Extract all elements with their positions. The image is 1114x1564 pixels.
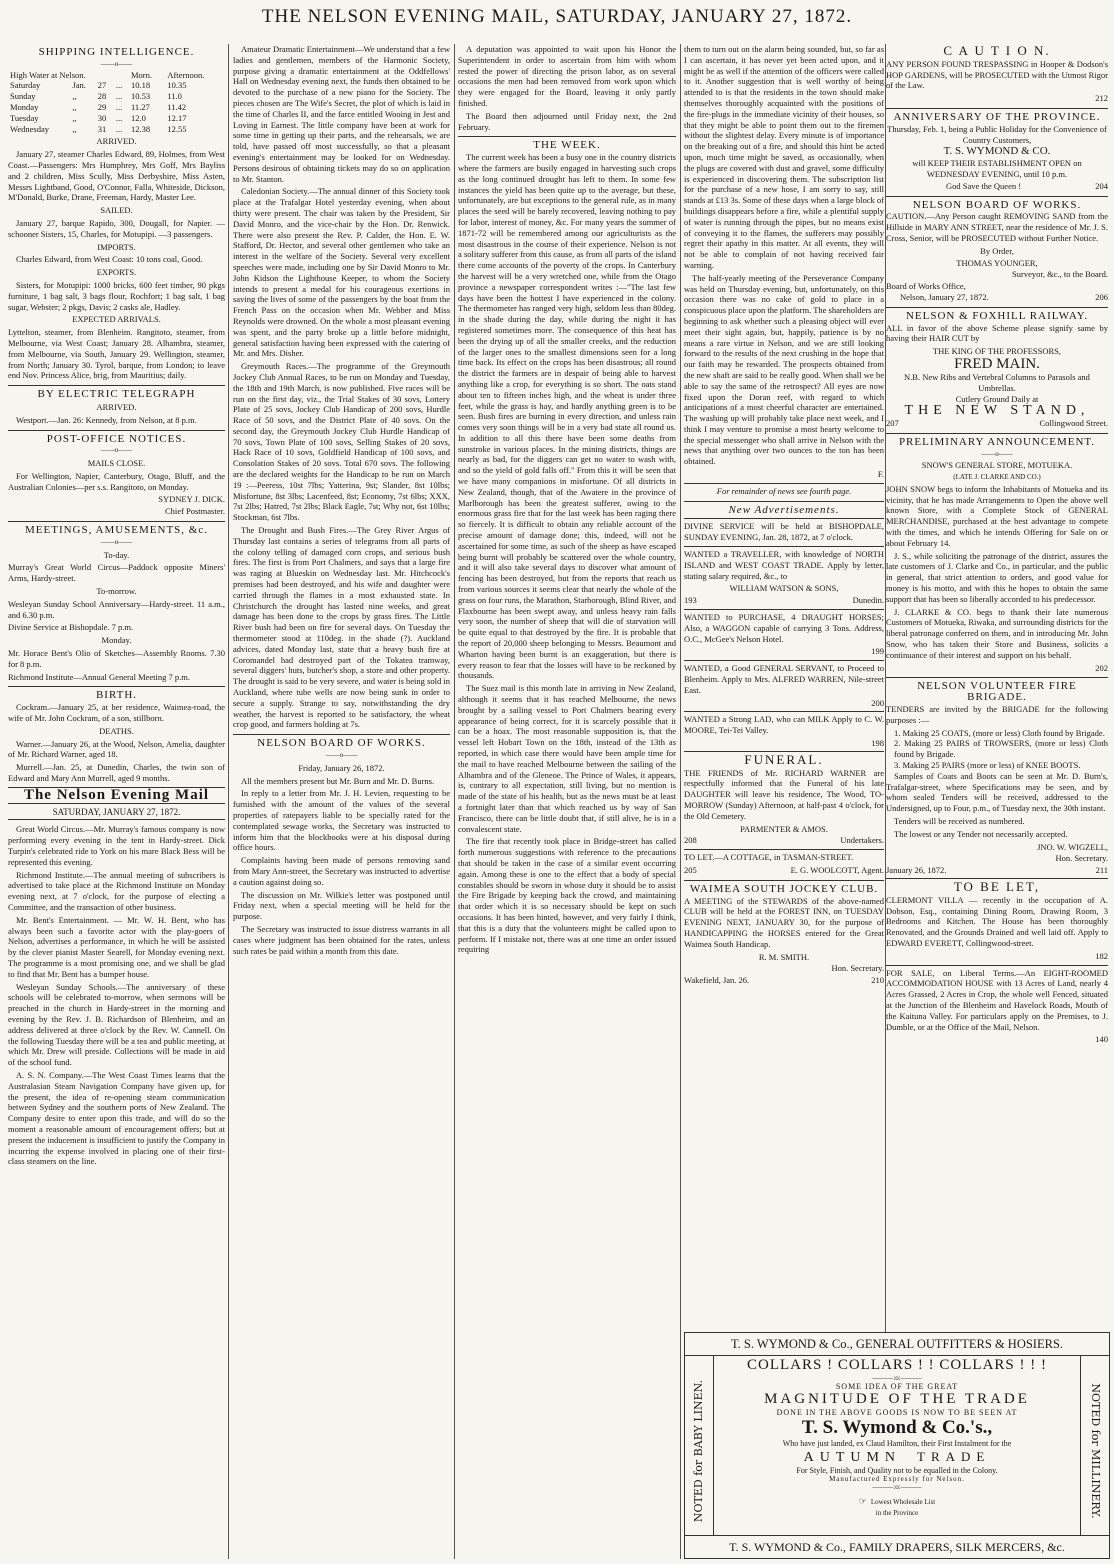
arrived-text: January 27, steamer Charles Edward, 89, Holmes, from West Coast.—Passengers: Mrs Humphrey, Mrs Goff, Mrs Bayliss and 2 children, Miss Scully, Miss Derbyshire, Miss Asten, Messrs Lightband, Good, O'Connor, Falla, Whiteside, Dickson, M'Donald, Burke, Drane, Freeman, Hardy, Master Lee. xyxy=(8,149,225,203)
arrived-heading: ARRIVED. xyxy=(96,136,137,147)
article-paragraph: Great World Circus.—Mr. Murray's famous company is now performing every evening in the tent in Hardy-street. Dick Turpin's celebrated ride to York on his mare Black Bess will be represented this evening. xyxy=(8,824,225,867)
masthead: THE NELSON EVENING MAIL, SATURDAY, JANUARY 27, 1872. xyxy=(261,6,853,27)
snow-subtitle: (LATE J. CLARKE AND CO.) xyxy=(953,473,1041,482)
railway-name: FRED MAIN. xyxy=(954,355,1040,372)
telegraph-text: Westport.—Jan. 26: Kennedy, from Nelson, at 8 p.m. xyxy=(16,414,197,425)
birth-text: Cockram.—January 25, at her residence, Waimea-road, the wife of Mr. John Cockram, of a son, stillborn. xyxy=(8,702,225,724)
wymond-top-banner: T. S. WYMOND & Co., GENERAL OUTFITTERS & HOSIERS. xyxy=(685,1333,1109,1356)
tide-row: Saturday Jan. 27 ... 10.18 10.35 xyxy=(10,80,187,91)
wholesale-line: ☞ Lowest Wholesale List xyxy=(858,1496,936,1506)
ad-line: in the Province xyxy=(875,1509,919,1517)
ad-number: 199 xyxy=(871,646,884,657)
snow-text: JOHN SNOW begs to inform the Inhabitants of Motueka and its vicinity, that he has made Arrangements to Open the above well known Store, with a Complete Stock of GENERAL MERCHANDISE, purchased at the best advantage to compete with the times, and which he intends Offering for Sale on or about February 14. xyxy=(886,483,1108,548)
fire-text: Tenders will be received as numbered. xyxy=(894,816,1025,826)
funeral-text: THE FRIENDS of Mr. RICHARD WARNER are respectfully informed that the Funeral of his late DAUGHTER will leave his residence, The Wood, TO-MORROW (Sunday) Afternoon, at half-past 4 o'clock, for the Old Cemetery. xyxy=(684,767,884,821)
board-paragraph: All the members present but Mr. Burn and Mr. D. Burns. xyxy=(241,775,435,786)
board-paragraph: The Board then adjourned until Friday next, the 2nd February. xyxy=(458,110,676,132)
shipping-heading: SHIPPING INTELLIGENCE. xyxy=(38,46,195,58)
fire-heading: NELSON VOLUNTEER FIRE BRIGADE. xyxy=(886,677,1108,703)
article-paragraph: Richmond Institute.—The annual meeting of subscribers is advertised to take place at the Richmond Institute on Monday evening next, at 7 o'clock, for the purpose of electing a Committee, and the transaction of other business. xyxy=(8,869,225,912)
postmaster-name: SYDNEY J. DICK. xyxy=(158,494,225,505)
ad-footer: 205 E. G. WOOLCOTT, Agent. xyxy=(684,864,884,875)
ad-line: DONE IN THE ABOVE GOODS IS NOW TO BE SEEN AT xyxy=(776,1408,1018,1417)
snow-text: J. CLARKE & CO. begs to thank their late numerous Customers of Motueka, Riwaka, and surrounding districts for the liberal patronage conferred on them, and in introducing Mr. John Snow, who has taken their Store and Business, solicits a continuance of their interest and support on his behalf. xyxy=(886,606,1108,660)
ad-traveller: WANTED a TRAVELLER, with knowledge of NORTH ISLAND and WEST COAST TRADE. Apply by letter, stating salary required, &c., to xyxy=(684,546,884,581)
sailed-heading: SAILED. xyxy=(100,205,133,216)
week-paragraph: The fire that recently took place in Bridge-street has called forth numerous suggestions with reference to the precautions that should be taken in the case of a similar event occurring again. Among these is one to the effect that a body of special constables should be sworn in whose duty it should be to assist the Fire Brigade by keeping back the crowd, and maintaining that order which it is so necessary should be kept on such occasions. It has been hinted, however, and very fairly I think, that this is a duty that the volunteers might be called upon to perform. If I mistake not, there was at one time an order issued requiring xyxy=(458,836,676,955)
railway-heading: NELSON & FOXHILL RAILWAY. xyxy=(886,307,1108,322)
article-paragraph: Amateur Dramatic Entertainment—We understand that a few ladies and gentlemen, members of the Harmonic Society, purpose giving a dramatic entertainment at the Oddfellows' Hall on Wednesday evening next, the funds then obtained to be devoted to the purchase of a new piano for the Society. The pieces chosen are The Wife's Secret, the plot of which is laid in the time of Charles II, and the farce entitled Wooing in Jest and Loving in Earnest. The little company have been at work for some time in getting up their parts, and the rehearsals, we are told, have passed off most successfully, so that a pleasant evening's entertainment may be looked for on Wednesday. Persons desirous of obtaining tickets may do so on application to Mr. Stanton. xyxy=(233,44,450,184)
week-paragraph: The half-yearly meeting of the Perseverance Company was held on Thursday evening, but, unfortunately, on this occasion there was no cake of gold to place in a conspicuous place upon the platform. The shareholders are beginning to ask whether such a pleasing object will ever meet their sight again, but, happily, patience is by no means a rare virtue in Nelson, and we are still looking forward to the results of the next crushing in the hope that our faith may be rewarded. The prospects obtained from the new shaft are said to be really good. When shall we be able to say the same of the retrospect? All eyes are now fixed upon the Doran reef, with regard to which anticipations of a most cheerful character are entertained. The washing up will probably take place next week, and I think I may venture to promise a most hearty welcome to the special messenger who shall arrive in Nelson with the news that anything over two ounces to the ton has been obtained. xyxy=(684,272,884,467)
nbw-order: By Order, xyxy=(980,245,1014,256)
fire-text: The lowest or any Tender not necessarily accepted. xyxy=(894,828,1068,839)
pointing-hand-icon: ☞ xyxy=(858,1496,867,1506)
ornament: ——o—— xyxy=(100,59,133,68)
ornament: ———:o:——— xyxy=(872,1374,922,1382)
railway-text: THE KING OF THE PROFESSORS, xyxy=(932,346,1062,357)
caution-heading: C A U T I O N. xyxy=(943,44,1051,58)
tide-row: Monday ,, 29 ... 11.27 11.42 xyxy=(10,101,187,112)
post-heading: POST-OFFICE NOTICES. xyxy=(8,430,225,445)
column-rule xyxy=(680,44,681,1559)
ad-line: For Style, Finish, and Quality not to be equalled in the Colony. xyxy=(796,1466,998,1475)
ad-divine-service: DIVINE SERVICE will be held at BISHOPDALE, SUNDAY EVENING, Jan. 28, 1872, at 7 o'clock. xyxy=(684,518,884,543)
column-3 xyxy=(458,44,676,1559)
board-heading: NELSON BOARD OF WORKS. xyxy=(233,734,450,749)
ad-number: 202 xyxy=(1095,662,1108,673)
jockey-title: Hon. Secretary. xyxy=(831,963,884,974)
article-paragraph: The Drought and Bush Fires.—The Grey River Argus of Thursday last contains a series of telegrams from all parts of the colony telling of damaged corn crops, and serious bush fires. The first is from Port Chalmers, and says that a large fire was raging at Blueskin on Wednesday last. Mr. Hitchcock's premises had been destroyed, and his wife and daughter were carried through the flames in a most exhausted state. In Christchurch the drought has lasted nine weeks, and great damage has been done to the crops by grass fires. The Little River bush had been on fire for several days. On Tuesday the thermometer stood at 110deg. in the shade (?). Auckland advices, dated Monday last, state that a heavy bush fire at Coromandel had destroyed part of the Tokatea tramway, several diggers' huts, butcher's shop, a store and other property. The drought is said to be very severe, and water is being sold in Auckland, where tube wells are now being sunk in order to secure a supply. Strange to say, notwithstanding the dry weather, the harvest is reported to be satisfactory, the wheat crop good, and farmers holding at 7s. xyxy=(233,525,450,730)
ad-number: 198 xyxy=(871,738,884,749)
tide-row: Wednesday ,, 31 ... 12.38 12.55 xyxy=(10,123,187,134)
railway-text: Cutlery Ground Daily at xyxy=(955,394,1039,405)
article-paragraph: Greymouth Races.—The programme of the Greymouth Jockey Club Annual Races, to be run on Monday and Tuesday, the 18th and 19th March, is now published. Five races will be run on the first day, viz., the Trial Stakes of 30 sovs, Lottery Plate of 25 sovs, Jockey Club Handicap of 200 sovs, Hurdle Race of 50 sovs, and the District Plate of 40 sovs. On the second day, the Greymouth Jockey Club Hurdle Handicap of 70 sovs, Town Plate of 100 sovs, Selling Stakes of 20 sovs, Hack Race of 10 sovs, Goldfield Handicap of 100 sovs, and Consolation Stakes of 20 sovs. Total 670 sovs. The following are the declared weights for the Handicap to be run on March 19 :—Peeress, 10st 7lbs; Yatterina, 9st; Slander, 8st 10lbs; Misfortune, 8st 3lbs; Lacenfeed, 8st; Economy, 7st 6lbs; XXX, 7st 2lbs; Hatred, 7st 2lbs; Black Eagle, 7st; Why not, 6st 10lbs; Stockman, 6st 7lbs. xyxy=(233,361,450,523)
ad-number: 140 xyxy=(1095,1034,1108,1045)
exports-text: Sisters, for Motupipi: 1000 bricks, 600 feet timber, 90 pkgs furniture, 1 bag salt, 3 bags flour, Rochfort; 1 bag salt, 1 bag sugar, Webster; 2 pkgs, Davis; 2 casks ale, Hadley. xyxy=(8,279,225,312)
wymond-advertisement xyxy=(684,1332,1110,1559)
nbw-title: Surveyor, &c., to the Board. xyxy=(1012,269,1108,280)
nbw-heading: NELSON BOARD OF WORKS. xyxy=(886,196,1108,211)
ad-lad: WANTED a Strong LAD, who can MILK Apply to C. W. MOORE, Tei-Tei Valley. xyxy=(684,711,884,736)
board-paragraph: The Secretary was instructed to issue distress warrants in all cases where judgment has been obtained for the rates, unless such rates be paid within a month from this date. xyxy=(233,923,450,956)
to-be-let-heading: TO BE LET, xyxy=(886,878,1108,893)
board-paragraph: A deputation was appointed to wait upon his Honor the Superintendent in order to ascertain from him with whom rested the power of directing the prison labor, as on several occasions the men had been removed from work upon which they were engaged for the Board, leaving it only partly finished. xyxy=(458,44,676,108)
paper-title: The Nelson Evening Mail xyxy=(8,787,225,804)
sailed-text: January 27, barque Rapido, 300, Dougall, for Napier. — schooner Sisters, 15, Charles, for Motupipi. —3 passengers. xyxy=(8,217,225,239)
ad-footer: 208 Undertakers. xyxy=(684,835,884,846)
board-paragraph: Complaints having been made of persons removing sand from Mary Ann-street, the Secretary was instructed to advertise a caution against doing so. xyxy=(233,855,450,887)
magnitude-line: MAGNITUDE OF THE TRADE xyxy=(764,1391,1030,1407)
column-rule xyxy=(228,44,229,1559)
tide-header: Afternoon. xyxy=(167,69,205,80)
funeral-heading: FUNERAL. xyxy=(684,751,884,766)
ad-number: 212 xyxy=(1095,93,1108,104)
anniversary-firm: T. S. WYMOND & CO. xyxy=(943,145,1051,158)
birth-heading: BIRTH. xyxy=(8,686,225,701)
anniversary-heading: ANNIVERSARY OF THE PROVINCE. xyxy=(886,108,1108,123)
wymond-centre xyxy=(715,1357,1079,1533)
prelim-heading: PRELIMINARY ANNOUNCEMENT. xyxy=(886,433,1108,448)
meeting-item: Mr. Horace Bent's Olio of Sketches—Assembly Rooms. 7.30 for 8 p.m. xyxy=(8,648,225,669)
ornament: ——o—— xyxy=(981,449,1013,458)
fire-item: 2. Making 25 PAIRS of TROWSERS, (more or less) Cloth found by Brigade. xyxy=(894,738,1108,760)
column-1 xyxy=(8,44,225,1559)
tide-header: High Water at Nelson. xyxy=(10,69,86,80)
ad-footer: Wakefield, Jan. 26. 210 xyxy=(684,975,884,986)
ad-line: SOME IDEA OF THE GREAT xyxy=(835,1382,959,1391)
death-text: Murrell.—Jan. 25, at Dunedin, Charles, the twin son of Edward and Mary Ann Murrell, aged 9 months. xyxy=(8,762,225,784)
ad-number: 200 xyxy=(871,697,884,708)
ad-footer: January 26, 1872. 211 xyxy=(886,865,1108,876)
fire-text: TENDERS are invited by the BRIGADE for the following purposes :— xyxy=(886,704,1108,725)
caution-text: ANY PERSON FOUND TRESPASSING in Hooper & Dodson's HOP GARDENS, will be PROSECUTED with the Utmost Rigor of the Law. xyxy=(886,58,1108,91)
deaths-heading: DEATHS. xyxy=(99,725,134,736)
wymond-bottom-banner: T. S. WYMOND & Co., FAMILY DRAPERS, SILK MERCERS, &c. xyxy=(685,1535,1109,1558)
ad-footer: Nelson, January 27, 1872. 206 xyxy=(900,291,1108,302)
article-paragraph: Caledonian Society.—The annual dinner of this Society took place at the Trafalgar Hotel yesterday evening, when about thirty were present. The chair was taken by the President, Sir David Monro, and the vice-chair by the Hon. Dr. Renwick. There were also present the Rev. P. Calder, the Hon. E. W. Stafford, Dr. Hector, and several other gentlemen who take an interest in the welfare of the Society. Several very excellent speeches were made, including one by Sir David Monro to Mr. John Kidson the Lighthouse Keeper, to whom the Society intends to present a medal for his courageous exertions in saving the lives of some of the passengers by the boat from the French Pass on the occasion when Mr. Webber and Miss Reynolds were drowned. On the whole a most pleasant evening was spent, and the party broke up a little before midnight, general satisfaction having been expressed with the catering of Mr. and Mrs. Disher. xyxy=(233,186,450,359)
to-be-let-text: CLERMONT VILLA — recently in the occupation of A. Dobson, Esq., containing Dining Room, Drawing Room, 3 Bedrooms and Kitchen. The House has been thoroughly Renovated, and the Grounds Drained and well laid off. Apply to EDWARD EVERETT, Collingwood-street. xyxy=(886,894,1108,948)
tide-table xyxy=(8,70,225,135)
jockey-heading: WAIMEA SOUTH JOCKEY CLUB. xyxy=(684,880,884,895)
ad-servant: WANTED, a Good GENERAL SERVANT, to Proceed to Blenheim. Apply to Mrs. ALFRED WARREN, Nile-street East. xyxy=(684,660,884,695)
week-paragraph: The Suez mail is this month late in arriving in New Zealand, although it seems that it has reached Melbourne, the news brought by a sailing vessel to Port Chalmers bearing every appearance of being correct, for it is scarcely possible that it can be a hoax. The most reasonable supposition is, that the vessel left Hobart Town on the 18th, instead of the 13th as reported, in which case there would have been ample time for the mail to have reached Melbourne between the sailing of the Alhambra and of the Gleneoe. The Prince of Wales, it appears, is, contrary to all expectation, still living, but no mention is made of the state of his health, but as the news must be at least a fortnight later than that which reached us by way of San Francisco, there can be little doubt that, if still alive, he is in a convalescent state. xyxy=(458,683,676,834)
week-heading: THE WEEK. xyxy=(458,136,676,151)
ad-footer: 207 Collingwood Street. xyxy=(886,417,1108,428)
wymond-name: T. S. Wymond & Co.'s., xyxy=(801,1417,993,1438)
ornament: ——o—— xyxy=(100,537,133,546)
signature: F. xyxy=(877,469,884,480)
ornament: ——o—— xyxy=(100,446,133,455)
nbw-signature: THOMAS YOUNGER, xyxy=(956,257,1038,268)
autumn-trade-line: AUTUMN TRADE xyxy=(803,1449,991,1465)
death-text: Warner.—January 26, at the Wood, Nelson, Amelia, daughter of Mr. Richard Warner, aged 18. xyxy=(8,738,225,760)
ornament: ———:o:——— xyxy=(872,1483,922,1491)
ad-line: Who have just landed, ex Claud Hamilton, their First Instalment for the xyxy=(782,1439,1012,1448)
board-paragraph: The discussion on Mr. Wilkie's letter was postponed until Friday next, when a special meeting will be held for the purpose. xyxy=(233,889,450,922)
telegraph-heading: BY ELECTRIC TELEGRAPH xyxy=(8,385,225,400)
mails-heading: MAILS CLOSE. xyxy=(87,458,146,469)
meeting-item: Wesleyan Sunday School Anniversary—Hardy-street. 11 a.m., and 6.30 p.m. xyxy=(8,598,225,620)
baby-linen-label: NOTED for BABY LINEN. xyxy=(692,1379,705,1523)
tide-header: Morn. xyxy=(130,69,152,80)
anniversary-text: will KEEP THEIR ESTABLISHMENT OPEN on WEDNESDAY EVENING, until 10 p.m. xyxy=(912,158,1082,179)
fire-text: Samples of Coats and Boots can be seen at Mr. D. Burn's, Trafalgar-street, where Specifications may be seen, and by whom sealed Tenders will be received, addressed to the Undersigned, up to Four, p.m., of Tuesday next, the 30th instant. xyxy=(886,770,1108,814)
ad-line: Manufactured Expressly for Nelson. xyxy=(829,1475,965,1483)
wymond-right-panel xyxy=(1080,1355,1109,1535)
board-date: Friday, January 26, 1872. xyxy=(298,762,385,773)
today-heading: To-day. xyxy=(103,549,130,560)
railway-text: ALL in favor of the above Scheme please signify same by having their HAIR CUT by xyxy=(886,322,1108,344)
snow-title: SNOW'S GENERAL STORE, MOTUEKA. xyxy=(921,460,1073,471)
ad-horses: WANTED to PURCHASE, 4 DRAUGHT HORSES; Also, a WAGGON capable of carrying 3 Tons. Address, O.C., McGee's Nelson Hotel. xyxy=(684,609,884,644)
imports-heading: IMPORTS. xyxy=(97,241,136,252)
meeting-item: Richmond Institute—Annual General Meeting 7 p.m. xyxy=(8,671,191,682)
reminder-note: For remainder of news see fourth page. xyxy=(684,483,884,497)
for-sale-text: FOR SALE, on Liberal Terms.—An EIGHT-ROOMED ACCOMMODATION HOUSE with 13 Acres of Land, nearly 4 Acres Grassed, 2 Acres in Crop, the whole well Fenced, situated at the Junction of the Blenheim and Havelock Roads, Mouth of the Kaituna Valley. For particulars apply on the Premises, to J. Dumble, or at the Office of the Mail, Nelson. xyxy=(886,965,1108,1033)
fire-item: 3. Making 25 PAIRS (more or less) of KNEE BOOTS. xyxy=(894,760,1081,771)
anniversary-text: Thursday, Feb. 1, being a Public Holiday for the Convenience of Country Customers, xyxy=(887,123,1107,145)
railway-stand: THE NEW STAND, xyxy=(904,403,1090,419)
fire-item: 1. Making 25 COATS, (more or less) Cloth found by Brigade. xyxy=(894,727,1105,738)
expected-heading: EXPECTED ARRIVALS. xyxy=(72,314,161,325)
week-paragraph: The current week has been a busy one in the country districts where the farmers are busily engaged in harvesting such crops as the long continued drought has left to them. In some few instances the yield has been quite up to the average, but these, unfortunately, are but exceptions to the general rule, as in many places the seed will be barely recovered, leaving nothing to pay for labor, interest of money, &c. For many years the summer of 1871-72 will be remembered among our agriculturists as the most disastrous in the course of their experience. Nelson is not a solitary sufferer from this cause, as from all parts of the island there come accounts of the poverty of the crops. In Canterbury the harvest will be a very wretched one, while from the Otago province a newspaper correspondent writes :—"The last few days have been the hottest I have experienced in the colony. The thermometer has ranged very high, seldom less than 80deg. in the shade during the day, while during the night it has registered sometimes more. The consequence of this heat has been the drying up of all the smaller creeks, and the reduction of the larger ones to the smallest dimensions seen for a long time back. Its effect on the crops has been disastrous; all round the district the farmers are in despair of being able to harvest anything like a crop, for everything is so short. The oats stand about ten to fifteen inches high, and the wheat is under three feet, while the grass is hay, and hardly anything green is to be seen. Bush fires are burning in every direction, and unless rain comes very soon things will be in a very bad state all round us. In addition to all this there have been some deaths from sunstroke in various places. In the mining districts, things are nearly as bad, for the diggers can get no water to wash with, and so the yield of gold falls off." From this it will be seen that we have many companions in misfortune. Of all districts in New Zealand, though, that of the Awatere in the province of Marlborough has been the greatest sufferer, owing to the enormous grass fire that for the last week has been raging there so fiercely. It is difficult to obtain any reliable account of the precise amount of damage done; this, indeed, will not be ascertained for some time, as such of the sheep as have escaped being burnt will probably be scattered over the whole country, and it will also take several days to discover what amount of fencing has been destroyed, but from the reports that reach us from various sources it seems clear that nearly the whole of the grass on four runs, the Marathon, Starborough, Blind River, and Flaxbourne has been swept away, and unless heavy rain falls very soon, the number of sheep that will die of starvation will be quite equal to that destroyed by the fire. It is probable that the report of 20,000 sheep belonging to Messrs. Beaumont and Wharton having been burnt is an exaggeration, but there is every reason to fear that the losses will have to be reckoned by thousands. xyxy=(458,152,676,681)
column-rule xyxy=(454,44,455,1559)
railway-text: N.B. New Ribs and Vertebral Columns to Parasols and Umbrellas. xyxy=(904,371,1090,393)
mails-text: For Wellington, Napier, Canterbury, Otago, Bluff, and the Australian Colonies—per s.s. Rangitoto, on Monday. xyxy=(8,470,225,492)
millinery-label: NOTED for MILLINERY. xyxy=(1089,1383,1102,1519)
article-paragraph: A. S. N. Company.—The West Coast Times learns that the Australasian Steam Navigation Company have given up, for the present, the idea of re-opening steam communication between Sydney and the southern ports of New Zealand. The Company desire to enter upon this trade, and will do so the moment a reasonable amount of encouragement offers; but at present the inducement is insufficient to justify the Company in incurring the expense involved in placing one of their first-class steamers on the line. xyxy=(8,1069,225,1167)
meeting-item: Murray's Great World Circus—Paddock opposite Miners' Arms, Hardy-street. xyxy=(8,562,225,584)
fire-title: Hon. Secretary. xyxy=(1055,853,1108,864)
ad-to-let: TO LET.—A COTTAGE, in TASMAN-STREET. xyxy=(684,849,884,863)
tide-row: Tuesday ,, 30 ... 12.0 12.17 xyxy=(10,112,187,123)
wymond-left-panel xyxy=(685,1355,714,1535)
article-paragraph: Mr. Bent's Entertainment. — Mr. W. H. Bent, who has always been such a favorite actor with the play-goers of Nelson, advertises a performance, in which he will be assisted by the clever pianist Master Searell, for Monday evening next. The programme is a most promising one, and we shall be glad to find that Mr. Bent has a bumper house. xyxy=(8,914,225,979)
funeral-signature: PARMENTER & AMOS. xyxy=(740,823,828,834)
collars-line: COLLARS ! COLLARS ! ! COLLARS ! ! ! xyxy=(747,1357,1047,1373)
arrived-heading: ARRIVED. xyxy=(96,401,137,412)
ad-footer: God Save the Queen ! 204 xyxy=(946,180,1108,191)
ad-number: 182 xyxy=(1095,950,1108,961)
new-ads-heading: New Advertisements. xyxy=(684,501,884,516)
ad-footer: 193 Dunedin. xyxy=(684,595,884,606)
expected-text: Lyttelton, steamer, from Blenheim. Rangitoto, steamer, from Melbourne, via West Coast; January 28. Alhambra, steamer, from Melbourne, via South, January 29. Wellington, steamer, from North; January 30. Tyrol, barque, from London; to leave end Nov. Princess Alice, brig, from Mauritius; daily. xyxy=(8,327,225,381)
ornament: ——o—— xyxy=(325,751,358,759)
nbw-place: Board of Works Office, xyxy=(886,281,966,292)
week-paragraph: them to turn out on the alarm being sounded, but, so far as I can ascertain, it has never yet been acted upon, and it might be as well if the attention of the officers were called to it. Another suggestion that is well worthy of being attended to is that the residents in the town should make themselves thoroughly acquainted with the positions of the fire-plugs in the immediate vicinity of their houses, so that they might be able to point them out to the firemen without the slightest delay. Every minute is of importance on the breaking out of a fire, and should this hint be acted upon, much time might be saved, as occasionally, when the plugs are covered with dust and gravel, some difficulty is experienced in discovering them. The subscription list for the purchase of a new hose, I am sorry to say, still stands at £13 3s. Some of these days when a large block of buildings disappears before a fire, while a plentiful supply of water is running through the pipes, but no means exist of conveying it to the flames, the sufferers may possibly regret their apathy in this matter. At all events, they will not be able to complain of not having received fair warning. xyxy=(684,44,884,270)
tide-row: Sunday ,, 28 ... 10.53 11.0 xyxy=(10,91,182,102)
monday-heading: Monday. xyxy=(101,635,132,646)
board-paragraph: In reply to a letter from Mr. J. H. Levien, requesting to be furnished with the amount of the values of the several properties of ratepayers liable to be specially rated for the contemplated sewage works, the Secretary was instructed to inform him that the blockbooks were at his disposal during office hours. xyxy=(233,788,450,853)
tomorrow-heading: To-morrow. xyxy=(96,586,137,597)
jockey-signature: R. M. SMITH. xyxy=(758,951,810,962)
meeting-item: Divine Service at Bishopdale. 7 p.m. xyxy=(8,622,134,633)
nbw-text: CAUTION.—Any Person caught REMOVING SAND from the Hillside in MARY ANN STREET, near the residence of Mr. J. S. Cross, Senior, will be PROSECUTED without Further Notice. xyxy=(886,211,1108,243)
postmaster-title: Chief Postmaster. xyxy=(165,506,225,517)
article-paragraph: Wesleyan Sunday Schools.—The anniversary of these schools will be celebrated to-morrow, when sermons will be preached in the church in Hardy-street in the morning and evening by the Rev. J. B. Richardson of Blenheim, and an address delivered at three o'clock by the Rev. W. Cannell. On the following Tuesday there will be a tea and public meeting, at which Mr. Drew will preside. Collections will be made in aid of the school fund. xyxy=(8,981,225,1068)
jockey-text: A MEETING of the STEWARDS of the above-named CLUB will be held at the FOREST INN, on TUESDAY EVENING NEXT, JANUARY 30, for the purpose of HANDICAPPING the HORSES entered for the Great Waimea South Handicap. xyxy=(684,895,884,949)
paper-date: SATURDAY, JANUARY 27, 1872. xyxy=(8,807,225,821)
fire-signature: JNO. W. WIGZELL, xyxy=(1037,841,1108,852)
ad-signature: WILLIAM WATSON & SONS, xyxy=(729,583,839,594)
imports-text: Charles Edward, from West Coast: 10 tons coal, Good. xyxy=(16,254,203,265)
exports-heading: EXPORTS. xyxy=(96,267,137,278)
meetings-heading: MEETINGS, AMUSEMENTS, &c. xyxy=(8,521,225,536)
snow-text: J. S., while soliciting the patronage of the district, assures the late customers of J. Clarke and Co., in particular, and the public in general, that strict attention to orders, and good value for money is his motto, and with this he hopes to obtain the same support that has been so liberally accorded to his predecessor. xyxy=(886,550,1108,604)
column-2 xyxy=(233,44,450,1559)
